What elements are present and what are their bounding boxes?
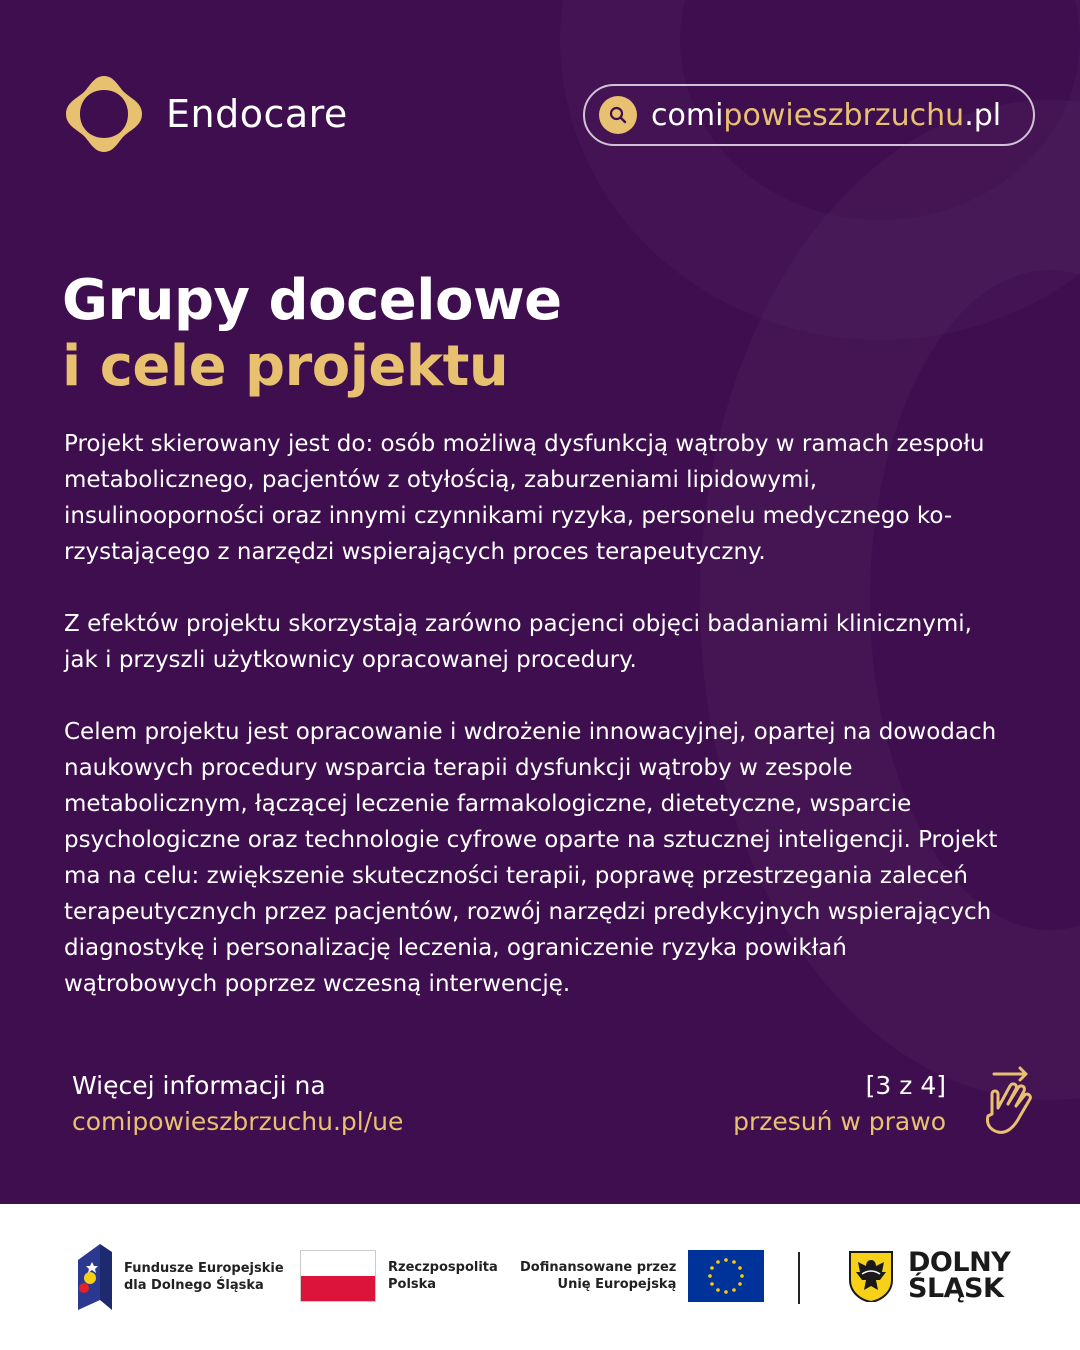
url-part-brzuchu: brzuchu [843,97,965,133]
url-part-powiesz: powiesz [723,97,844,133]
brand-logo[interactable] [64,74,348,154]
paragraph-target-groups: Projekt skierowany jest do: osób możliwą dysfunkcją wątroby w ramach zespołu metabolicznego, pacjentów z otyłością, zaburzeniami lipidowymi, insulinooporności oraz innymi czynnikami ryzyka, personelu medycznego ko- rzystającego z narzędzi wspierających proces terapeutyczny. [64,431,985,565]
pager [733,1068,946,1140]
logo-dolny-slask [848,1247,1011,1304]
eu-line-2: Unię Europejską [557,1277,677,1292]
sponsor-footer [0,1204,1080,1350]
page-title [62,268,562,400]
pl-line-1: Rzeczpospolita [388,1260,498,1275]
title-line-2: i cele projektu [62,334,509,399]
swipe-hand-icon[interactable] [980,1064,1038,1140]
brand-name: Endocare [166,92,348,136]
website-url [651,98,1001,133]
fe-label [124,1260,284,1294]
ds-line-2: ŚLĄSK [908,1273,1004,1304]
more-info-label: Więcej informacji na [72,1071,326,1100]
logo-eu [520,1250,764,1302]
ds-line-1: DOLNY [908,1247,1011,1278]
title-line-1: Grupy docelowe [62,268,562,333]
url-part-comi: comi [651,97,724,133]
paragraph-beneficiaries: Z efektów projektu skorzystają zarówno pacjenci objęci badaniami klinicznymi, jak i przyszli użytkownicy opracowanej procedury. [64,611,972,673]
eu-flag-icon [688,1250,764,1302]
search-icon [599,96,637,134]
pl-line-2: Polska [388,1277,437,1292]
url-part-domain: .pl [964,97,1002,133]
logo-fundusze-europejskie [78,1244,284,1310]
polish-flag-icon [300,1250,376,1302]
dolny-slask-text [908,1247,1011,1304]
swipe-label: przesuń w prawo [733,1107,946,1136]
fe-line-1: Fundusze Europejskie [124,1261,284,1276]
eu-label [520,1259,676,1293]
endocare-ring-logo-icon [64,74,144,154]
more-info [72,1068,403,1140]
website-pill[interactable] [583,84,1035,146]
fe-line-2: dla Dolnego Śląska [124,1278,264,1293]
fundusze-europejskie-icon [78,1244,112,1310]
body-text [64,426,1004,1038]
background-shape-top [560,0,1080,340]
page-counter: [3 z 4] [865,1071,946,1100]
dolny-slask-eagle-icon [848,1250,894,1302]
eu-line-1: Dofinansowane przez [520,1260,677,1275]
footer-divider [798,1252,800,1304]
logo-rzeczpospolita-polska [300,1250,498,1302]
more-info-link[interactable]: comipowieszbrzuchu.pl/ue [72,1107,404,1136]
pl-label [388,1259,498,1293]
paragraph-goals: Celem projektu jest opracowanie i wdrożenie innowacyjnej, opartej na dowodach naukowych procedury wsparcia terapii dysfunkcji wątroby w zespole metabolicznym, łączącej leczenie farmakologiczne, dietetyczne, wsparcie psychologiczne oraz technologie cyfrowe oparte na sztucznej inteligencji. Projekt ma na celu: zwiększenie skuteczności terapii, poprawę przestrzegania zaleceń terapeutycznych przez pacjentów, rozwój narzędzi predykcyjnych wspierających diagnostykę i personalizację leczenia, ograniczenie ryzyka powikłań wątrobowych poprzez wczesną interwencję. [64,719,998,997]
